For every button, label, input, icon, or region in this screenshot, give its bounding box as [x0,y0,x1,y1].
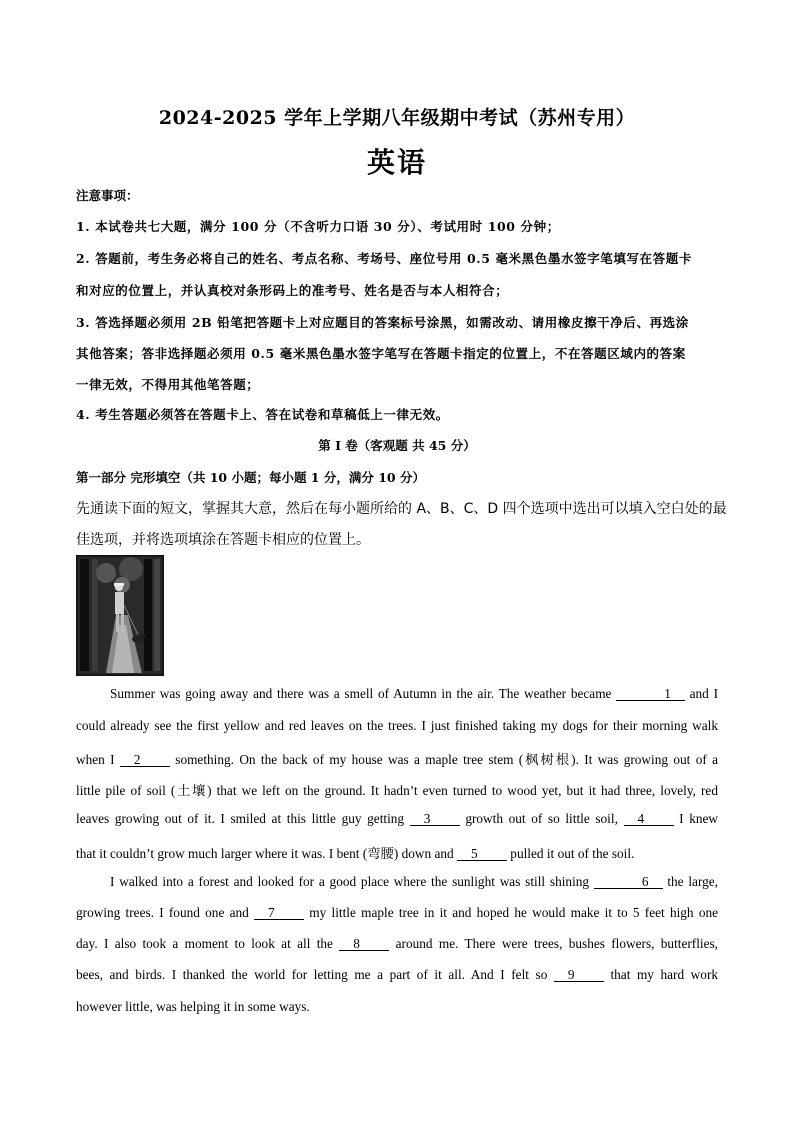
passage-text: day. I also took a moment to look at all the [76,936,333,951]
passage-text: around me. There were trees, bushes flowers, butterflies, [395,936,718,951]
blank-4: 4 [624,812,674,826]
exam-title: 2024-2025 学年上学期八年级期中考试（苏州专用） [158,107,636,129]
illustration-man-walking-dog [76,555,164,676]
blank-7: 7 [254,906,304,920]
passage-p2-line-2 [76,905,718,921]
notice-line-3: 和对应的位置上，并认真校对条形码上的准考号、姓名是否与本人相符合； [76,283,509,298]
passage-p2-line-1 [76,874,718,890]
notice-line-7: 4. 考生答题必须答在答题卡上、答在试卷和草稿低上一律无效。 [76,407,449,422]
passage-text: my little maple tree in it and hoped he would make it to 5 feet high one [309,905,719,920]
passage-p2-line-4 [76,967,718,983]
blank-6: 6 [594,875,663,889]
passage-p1-line-2: could already see the first yellow and red leaves on the trees. I just finished taking my dogs for their morning walk [76,718,718,733]
passage-text: growth out of so little soil, [465,811,618,826]
passage-p1-line-5 [76,811,718,827]
passage-text: bees, and birds. I thanked the world for letting me a part of it all. And I felt so [76,967,548,982]
notice-line-5: 其他答案；答非选择题必须用 0.5 毫米黑色墨水签字笔写在答题卡指定的位置上，不在答题区域内的答案 [76,346,686,361]
notice-line-1: 1. 本试卷共七大题，满分 100 分（不含听力口语 30 分）、考试用时 100 分钟； [76,219,560,234]
passage-text: that it couldn’t grow much larger where it was. I bent (弯腰) down and [76,846,454,861]
passage-text: I walked into a forest and looked for a good place where the sunlight was still shining [110,874,590,889]
passage-text: leaves growing out of it. I smiled at this little guy getting [76,811,405,826]
passage-text: growing trees. I found one and [76,905,249,920]
blank-1: 1 [616,687,685,701]
passage-p1-line-4: little pile of soil (土壤) that we left on the ground. It hadn’t even turned to wood yet, but it had three, lovely, red [76,783,718,798]
blank-9: 9 [554,968,604,982]
instruction-line-1: 先通读下面的短文，掌握其大意，然后在每小题所给的 A、B、C、D 四个选项中选出可以填入空白处的最 [76,501,727,517]
blank-2: 2 [120,753,170,767]
passage-text: when I [76,752,115,767]
blank-3: 3 [410,812,460,826]
passage-p1-line-1 [76,686,718,702]
notice-line-4: 3. 答选择题必须用 2B 铅笔把答题卡上对应题目的答案标号涂黑，如需改动、请用橡皮擦干净后、再选涂 [76,315,689,330]
blank-5: 5 [457,847,507,861]
passage-p1-line-6 [76,843,718,862]
subject-title: 英语 [366,146,427,179]
notice-line-6: 一律无效，不得用其他笔答题； [76,377,260,392]
passage-text: that my hard work [610,967,719,982]
passage-p2-line-3 [76,936,718,952]
passage-text: pulled it out of the soil. [510,846,635,861]
notice-line-2: 2. 答题前，考生务必将自己的姓名、考点名称、考场号、座位号用 0.5 毫米黑色墨水签字笔填写在答题卡 [76,251,692,266]
blank-8: 8 [339,937,389,951]
passage-p1-line-3 [76,749,718,768]
notice-heading: 注意事项： [76,188,139,203]
passage-text: I knew [679,811,719,826]
passage-text: the large, [667,874,719,889]
passage-text: Summer was going away and there was a smell of Autumn in the air. The weather became [110,686,612,701]
passage-text: something. On the back of my house was a maple tree stem (枫树根). It was growing out of a [175,752,719,767]
instruction-line-2: 佳选项，并将选项填涂在答题卡相应的位置上。 [76,532,370,548]
section-title: 第一部分 完形填空（共 10 小题；每小题 1 分，满分 10 分） [76,470,425,485]
part-title: 第 I 卷（客观题 共 45 分） [318,438,476,453]
passage-p2-line-5: however little, was helping it in some ways. [76,999,310,1014]
passage-text: and I [689,686,719,701]
